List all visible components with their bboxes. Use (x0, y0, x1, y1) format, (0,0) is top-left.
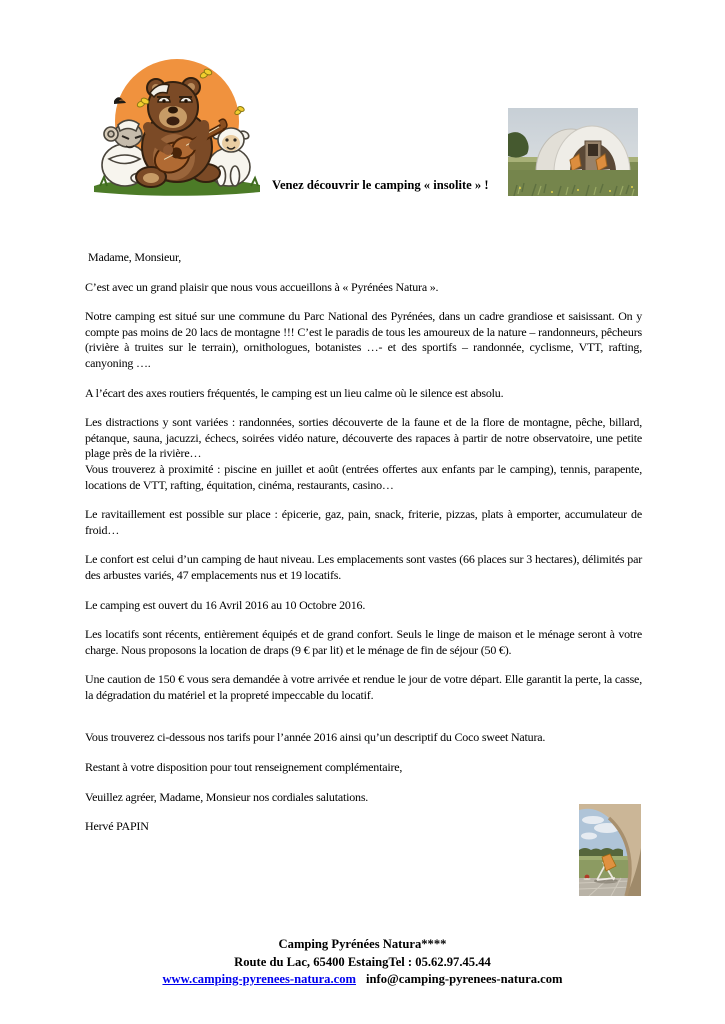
salutation: Madame, Monsieur, (88, 250, 182, 264)
footer-website-link[interactable]: www.camping-pyrenees-natura.com (162, 972, 357, 986)
letter-paragraph: Les locatifs sont récents, entièrement équipés et de grand confort. Seuls le linge de maison et le ménage seront à votre charge. Nous proposons la location de draps (9 € par lit) et le ménage de fin de séjour (50 €). (85, 627, 642, 657)
footer-contact-line (0, 971, 725, 989)
letter-paragraph: Le confort est celui d’un camping de haut niveau. Les emplacements sont vastes (66 places sur 3 hectares), délimités par des arbustes variés, 47 emplacements nus et 19 locatifs. (85, 552, 642, 582)
letter-paragraph: A l’écart des axes routiers fréquentés, le camping est un lieu calme où le silence est absolu. (85, 385, 504, 400)
headline: Venez découvrir le camping « insolite » ! (272, 178, 489, 192)
letter-paragraph: Le ravitaillement est possible sur place : épicerie, gaz, pain, snack, friterie, pizzas, plats à emporter, accumulateur de froid… (85, 507, 642, 537)
letter-paragraph: Restant à votre disposition pour tout renseignement complémentaire, (85, 760, 403, 775)
letter-paragraph: Le camping est ouvert du 16 Avril 2016 au 10 Octobre 2016. (85, 597, 366, 612)
footer-email: info@camping-pyrenees-natura.com (366, 972, 563, 986)
footer-address: Route du Lac, 65400 EstaingTel : 05.62.97.45.44 (234, 954, 491, 969)
letter-paragraph: Vous trouverez à proximité : piscine en juillet et août (entrées offertes aux enfants par le camping), tennis, parapente, locations de VTT, rafting, équitation, cinéma, restaurants, casino… (85, 461, 642, 492)
letter-paragraph: Veuillez agréer, Madame, Monsieur nos cordiales salutations. (85, 789, 369, 804)
letter-paragraph: Vous trouverez ci-dessous nos tarifs pour l’année 2016 ainsi qu’un descriptif du Coco sweet Natura. (85, 730, 546, 745)
letter-paragraph: C’est avec un grand plaisir que nous vous accueillons à « Pyrénées Natura ». (85, 279, 439, 294)
camping-pod-photo (508, 108, 638, 196)
letter-paragraph: Notre camping est situé sur une commune du Parc National des Pyrénées, dans un cadre grandiose et saisissant. On y compte pas moins de 20 lacs de montagne !!! C’est le paradis de tous les amoureux de la nature – randonneurs, pêcheurs (rivière à truites sur le terrain), ornithologues, botanistes …- et des sportifs – randonnée, cyclisme, VTT, rafting, canyoning …. (85, 309, 642, 370)
signature: Hervé PAPIN (85, 819, 149, 834)
letter-paragraph: Les distractions y sont variées : randonnées, sorties découverte de la faune et de la flore de montagne, pêche, billard, pétanque, sauna, jacuzzi, échecs, soirées vidéo nature, découverte des rapaces à partir de notre observatoire, une petite plage près de la rivière… (85, 415, 642, 461)
footer-name: Camping Pyrénées Natura**** (278, 937, 447, 951)
letter-paragraph: Une caution de 150 € vous sera demandée à votre arrivée et rendue le jour de votre départ. Elle garantit la perte, la casse, la dégradation du matériel et la propreté impeccable du locatif. (85, 672, 642, 702)
letter-body (85, 250, 642, 849)
arch-terrace-photo (579, 804, 641, 896)
footer (0, 936, 725, 989)
camping-mascot-logo (88, 55, 266, 200)
